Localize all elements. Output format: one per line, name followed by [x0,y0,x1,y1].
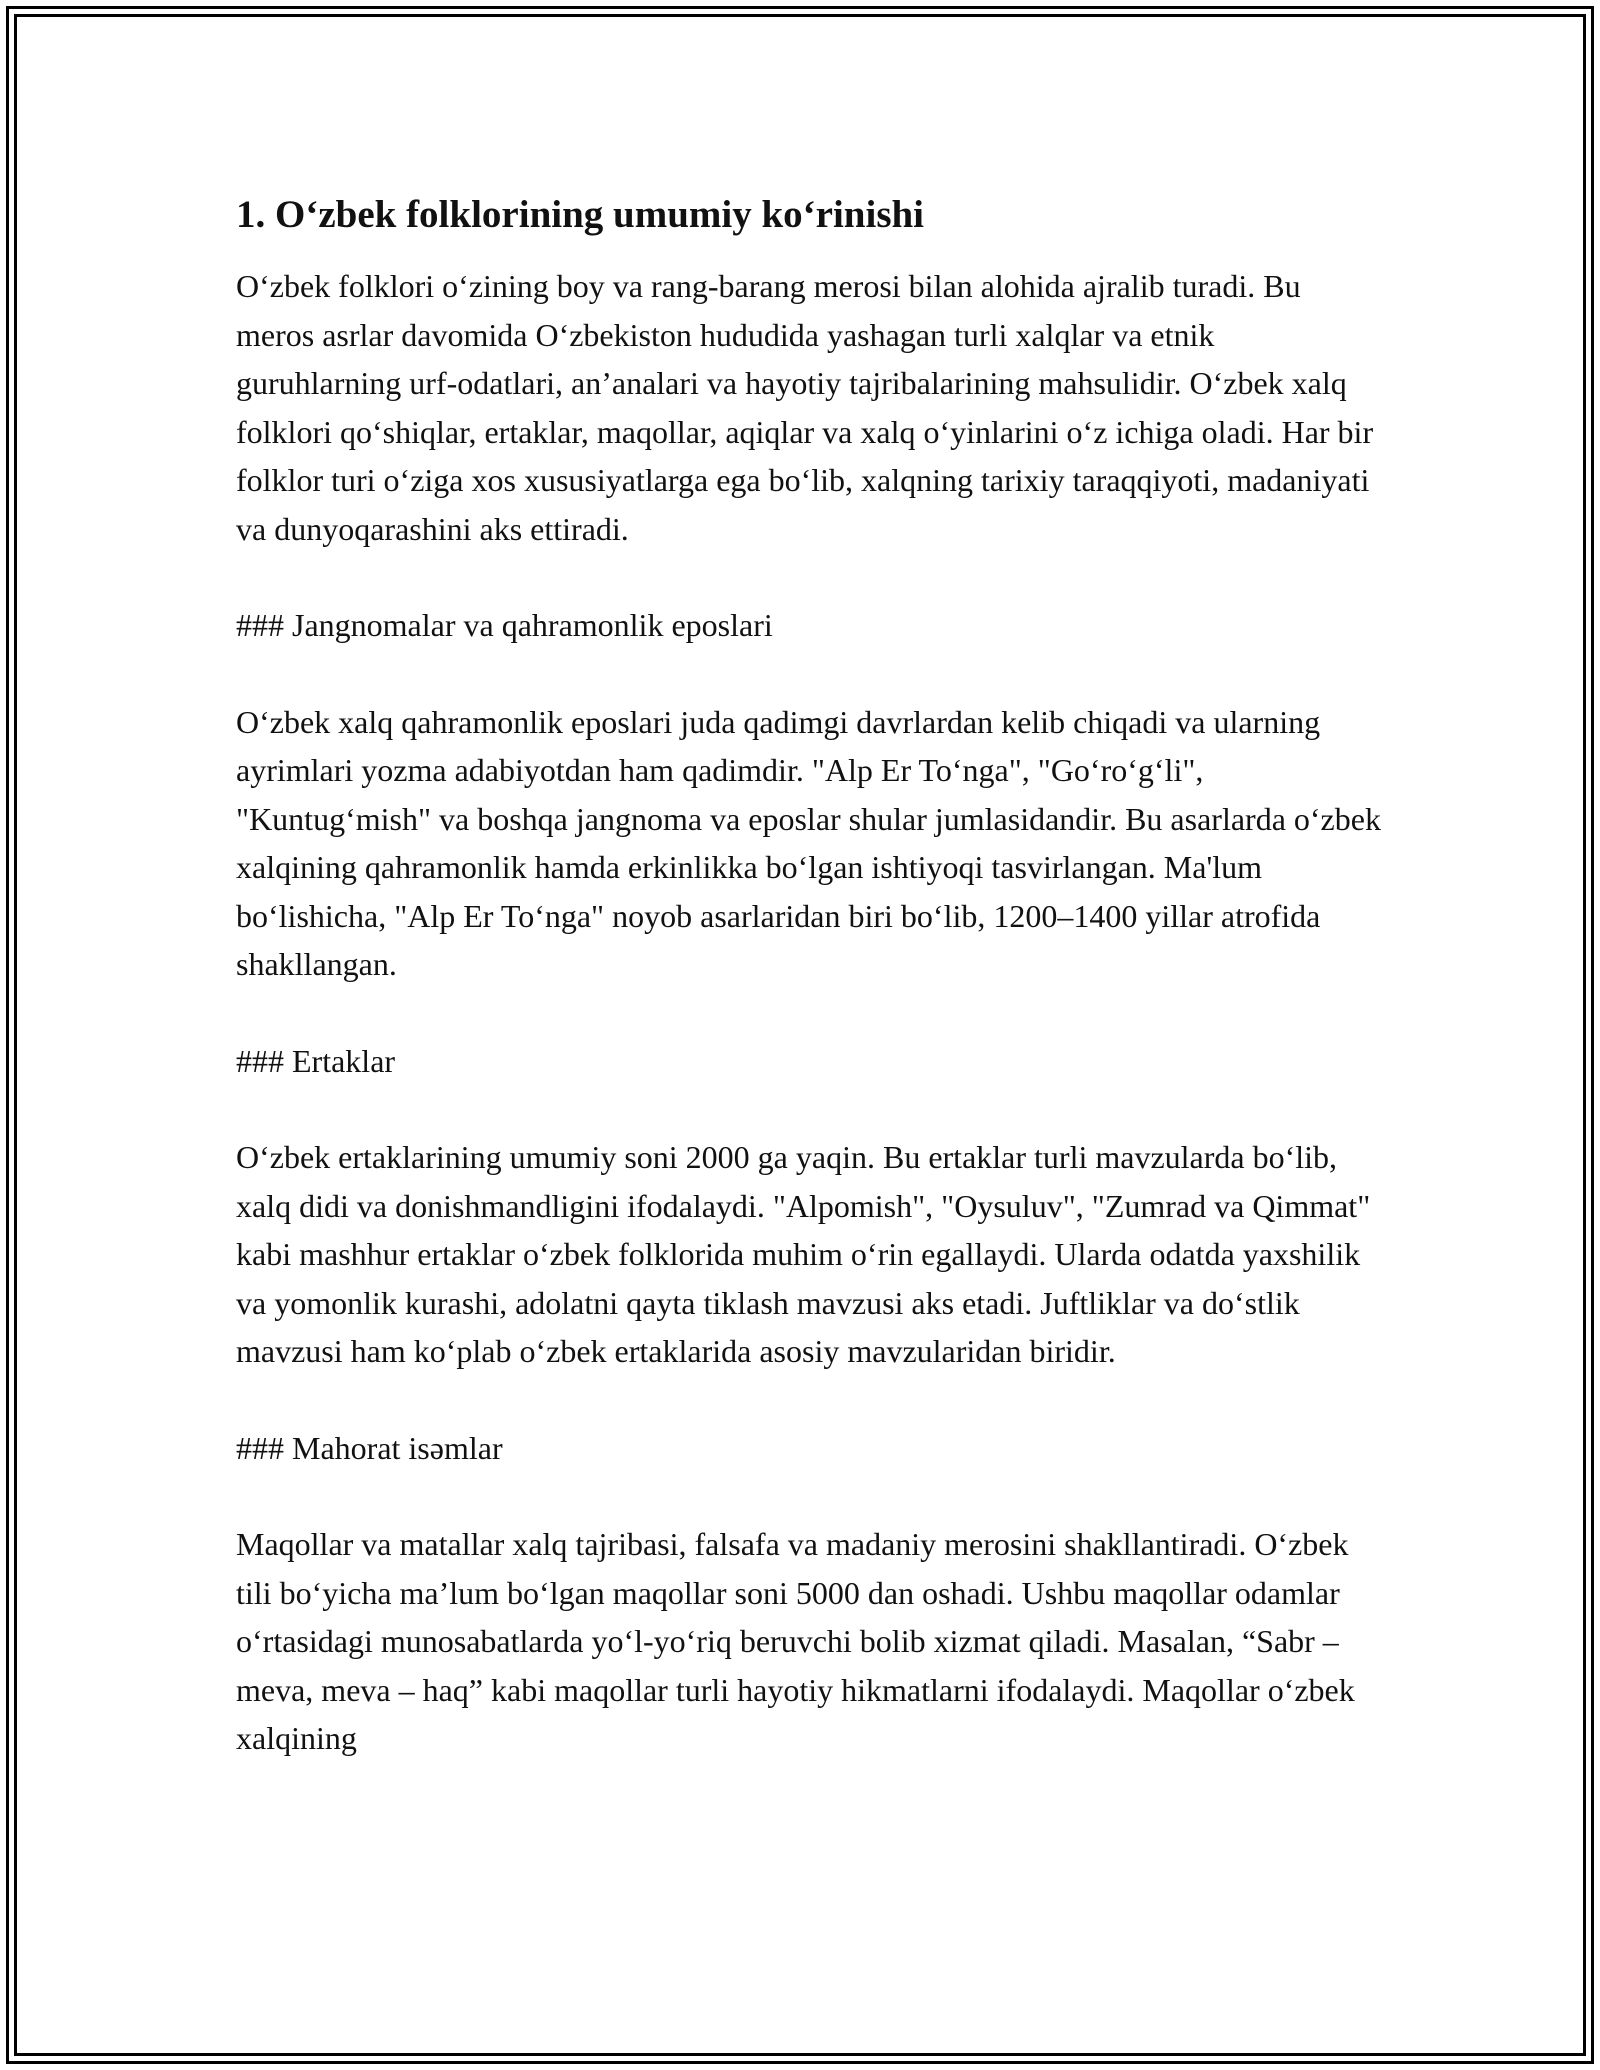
section-heading: 1. O‘zbek folklorining umumiy ko‘rinishi [236,193,925,236]
epics-paragraph: O‘zbek xalq qahramonlik eposlari juda qadimgi davrlardan kelib chiqadi va ularning ayrimlari yozma adabiyotdan ham qadimdir. "Alp Er To‘nga", "Go‘ro‘g‘li", "Kuntug‘mish" va boshqa jangnoma va eposlar shular jumlasidandir. Bu asarlarda o‘zbek xalqining qahramonlik hamda erkinlikka bo‘lgan ishtiyoqi tasvirlangan. Ma'lum bo‘lishicha, "Alp Er To‘nga" noyob asarlaridan biri bo‘lib, 1200–1400 yillar atrofida shakllangan. [236,703,1381,982]
paragraph-spacer [236,553,1386,601]
paragraph-spacer [236,1472,1386,1520]
paragraph-spacer [236,650,1386,698]
intro-paragraph: O‘zbek folklori o‘zining boy va rang-barang merosi bilan alohida ajralib turadi. Bu meros asrlar davomida O‘zbekiston hududida yashagan turli xalqlar va etnik guruhlarning urf-odatlari, an’analari va hayotiy tajribalarining mahsulidir. O‘zbek xalq folklori qo‘shiqlar, ertaklar, maqollar, aqiqlar va xalq o‘yinlarini o‘z ichiga oladi. Har bir folklor turi o‘ziga xos xususiyatlarga ega bo‘lib, xalqning tarixiy taraqqiyoti, madaniyati va dunyoqarashini aks ettiradi. [236,268,1374,547]
tales-subheading: ### Ertaklar [236,1042,396,1079]
proverbs-paragraph: Maqollar va matallar xalq tajribasi, falsafa va madaniy merosini shakllantiradi. O‘zbek tili bo‘yicha ma’lum bo‘lgan maqollar soni 5000 dan oshadi. Ushbu maqollar odamlar o‘rtasidagi munosabatlarda yo‘l-yo‘riq beruvchi bolib xizmat qiladi. Masalan, “Sabr – meva, meva – haq” kabi maqollar turli hayotiy hikmatlarni ifodalaydi. Maqollar o‘zbek xalqining [236,1526,1355,1756]
tales-paragraph: O‘zbek ertaklarining umumiy soni 2000 ga yaqin. Bu ertaklar turli mavzularda bo‘lib, xalq didi va donishmandligini ifodalaydi. "Alpomish", "Oysuluv", "Zumrad va Qimmat" kabi mashhur ertaklar o‘zbek folklorida muhim o‘rin egallaydi. Ularda odatda yaxshilik va yomonlik kurashi, adolatni qayta tiklash mavzusi aks etadi. Juftliklar va do‘stlik mavzusi ham ko‘plab o‘zbek ertaklarida asosiy mavzularidan biridir. [236,1139,1371,1369]
proverbs-subheading: ### Mahorat isəmlar [236,1429,503,1466]
paragraph-spacer [236,1085,1386,1133]
paragraph-spacer [236,989,1386,1037]
epics-subheading: ### Jangnomalar va qahramonlik eposlari [236,607,773,643]
document-body [236,190,1386,1763]
paragraph-spacer [236,1376,1386,1424]
